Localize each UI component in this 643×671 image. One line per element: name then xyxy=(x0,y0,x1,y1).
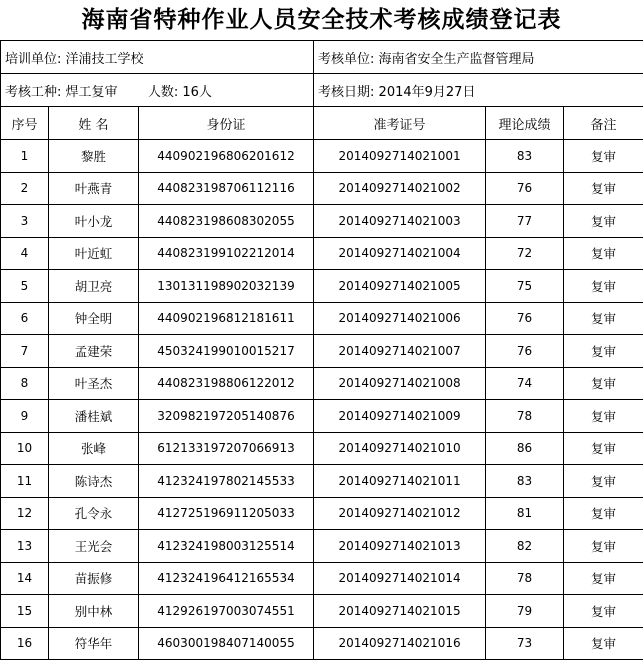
id-number-cell: 440902196812181611 xyxy=(139,302,314,335)
id-number-cell: 412725196911205033 xyxy=(139,497,314,530)
row-number-cell: 9 xyxy=(1,400,49,433)
row-number-cell: 11 xyxy=(1,465,49,498)
row-number-cell: 15 xyxy=(1,595,49,628)
table-row xyxy=(1,562,643,595)
remark-cell: 复审 xyxy=(564,205,643,238)
remark-cell: 复审 xyxy=(564,595,643,628)
remark-cell: 复审 xyxy=(564,367,643,400)
row-number-cell: 4 xyxy=(1,237,49,270)
theory-score-cell: 78 xyxy=(486,562,564,595)
table-row xyxy=(1,530,643,563)
ticket-number-cell: 2014092714021001 xyxy=(314,140,486,173)
person-name-cell: 孟建荣 xyxy=(49,335,139,368)
info-row-type xyxy=(1,74,643,107)
training-unit-value: 洋浦技工学校 xyxy=(65,51,144,67)
ticket-number-cell: 2014092714021008 xyxy=(314,367,486,400)
person-name-cell: 胡卫亮 xyxy=(49,270,139,303)
column-header: 备注 xyxy=(564,107,643,140)
ticket-number-cell: 2014092714021011 xyxy=(314,465,486,498)
id-number-cell: 412324197802145533 xyxy=(139,465,314,498)
row-number-cell: 10 xyxy=(1,432,49,465)
remark-cell: 复审 xyxy=(564,172,643,205)
theory-score-cell: 76 xyxy=(486,172,564,205)
row-number-cell: 1 xyxy=(1,140,49,173)
id-number-cell: 460300198407140055 xyxy=(139,627,314,660)
work-type-cell xyxy=(1,74,314,107)
exam-unit-cell xyxy=(314,41,643,74)
exam-unit-label: 考核单位: xyxy=(318,51,375,67)
count-value: 16人 xyxy=(182,84,212,100)
remark-cell: 复审 xyxy=(564,140,643,173)
person-name-cell: 苗振修 xyxy=(49,562,139,595)
ticket-number-cell: 2014092714021014 xyxy=(314,562,486,595)
theory-score-cell: 82 xyxy=(486,530,564,563)
column-header: 序号 xyxy=(1,107,49,140)
ticket-number-cell: 2014092714021015 xyxy=(314,595,486,628)
remark-cell: 复审 xyxy=(564,270,643,303)
column-header: 理论成绩 xyxy=(486,107,564,140)
ticket-number-cell: 2014092714021003 xyxy=(314,205,486,238)
remark-cell: 复审 xyxy=(564,237,643,270)
person-name-cell: 张峰 xyxy=(49,432,139,465)
table-row xyxy=(1,497,643,530)
remark-cell: 复审 xyxy=(564,335,643,368)
theory-score-cell: 76 xyxy=(486,302,564,335)
ticket-number-cell: 2014092714021013 xyxy=(314,530,486,563)
person-name-cell: 叶近虹 xyxy=(49,237,139,270)
row-number-cell: 7 xyxy=(1,335,49,368)
column-header: 准考证号 xyxy=(314,107,486,140)
ticket-number-cell: 2014092714021012 xyxy=(314,497,486,530)
count-label: 人数: xyxy=(147,84,179,100)
id-number-cell: 612133197207066913 xyxy=(139,432,314,465)
person-name-cell: 别中林 xyxy=(49,595,139,628)
table-row xyxy=(1,172,643,205)
id-number-cell: 440823199102212014 xyxy=(139,237,314,270)
person-name-cell: 叶小龙 xyxy=(49,205,139,238)
ticket-number-cell: 2014092714021009 xyxy=(314,400,486,433)
theory-score-cell: 73 xyxy=(486,627,564,660)
id-number-cell: 412926197003074551 xyxy=(139,595,314,628)
theory-score-cell: 81 xyxy=(486,497,564,530)
remark-cell: 复审 xyxy=(564,465,643,498)
id-number-cell: 320982197205140876 xyxy=(139,400,314,433)
exam-unit-value: 海南省安全生产监督管理局 xyxy=(378,51,535,67)
table-row xyxy=(1,400,643,433)
column-header: 身份证 xyxy=(139,107,314,140)
remark-cell: 复审 xyxy=(564,497,643,530)
row-number-cell: 5 xyxy=(1,270,49,303)
work-type-value: 焊工复审 xyxy=(65,84,118,100)
remark-cell: 复审 xyxy=(564,562,643,595)
ticket-number-cell: 2014092714021007 xyxy=(314,335,486,368)
theory-score-cell: 79 xyxy=(486,595,564,628)
theory-score-cell: 78 xyxy=(486,400,564,433)
training-unit-cell xyxy=(1,41,314,74)
exam-date-cell xyxy=(314,74,643,107)
remark-cell: 复审 xyxy=(564,530,643,563)
id-number-cell: 440823198806122012 xyxy=(139,367,314,400)
exam-date-value: 2014年9月27日 xyxy=(378,84,476,100)
table-row xyxy=(1,432,643,465)
row-number-cell: 14 xyxy=(1,562,49,595)
remark-cell: 复审 xyxy=(564,302,643,335)
id-number-cell: 450324199010015217 xyxy=(139,335,314,368)
column-header: 姓 名 xyxy=(49,107,139,140)
ticket-number-cell: 2014092714021016 xyxy=(314,627,486,660)
table-row xyxy=(1,595,643,628)
id-number-cell: 130131198902032139 xyxy=(139,270,314,303)
person-name-cell: 潘桂斌 xyxy=(49,400,139,433)
ticket-number-cell: 2014092714021004 xyxy=(314,237,486,270)
id-number-cell: 412324196412165534 xyxy=(139,562,314,595)
table-row xyxy=(1,302,643,335)
table-row xyxy=(1,335,643,368)
person-name-cell: 叶圣杰 xyxy=(49,367,139,400)
ticket-number-cell: 2014092714021002 xyxy=(314,172,486,205)
row-number-cell: 2 xyxy=(1,172,49,205)
ticket-number-cell: 2014092714021005 xyxy=(314,270,486,303)
id-number-cell: 440902196806201612 xyxy=(139,140,314,173)
info-row-unit xyxy=(1,41,643,74)
person-name-cell: 黎胜 xyxy=(49,140,139,173)
theory-score-cell: 83 xyxy=(486,465,564,498)
person-name-cell: 陈诗杰 xyxy=(49,465,139,498)
id-number-cell: 440823198706112116 xyxy=(139,172,314,205)
row-number-cell: 12 xyxy=(1,497,49,530)
theory-score-cell: 74 xyxy=(486,367,564,400)
table-row xyxy=(1,205,643,238)
person-name-cell: 王光会 xyxy=(49,530,139,563)
row-number-cell: 13 xyxy=(1,530,49,563)
theory-score-cell: 77 xyxy=(486,205,564,238)
row-number-cell: 8 xyxy=(1,367,49,400)
person-name-cell: 符华年 xyxy=(49,627,139,660)
theory-score-cell: 72 xyxy=(486,237,564,270)
row-number-cell: 6 xyxy=(1,302,49,335)
remark-cell: 复审 xyxy=(564,432,643,465)
training-unit-label: 培训单位: xyxy=(5,51,62,67)
theory-score-cell: 86 xyxy=(486,432,564,465)
theory-score-cell: 76 xyxy=(486,335,564,368)
table-row xyxy=(1,627,643,660)
table-row xyxy=(1,465,643,498)
table-row xyxy=(1,140,643,173)
person-name-cell: 钟全明 xyxy=(49,302,139,335)
theory-score-cell: 75 xyxy=(486,270,564,303)
theory-score-cell: 83 xyxy=(486,140,564,173)
score-table xyxy=(0,40,643,660)
exam-date-label: 考核日期: xyxy=(318,84,375,100)
page-title: 海南省特种作业人员安全技术考核成绩登记表 xyxy=(81,7,562,33)
row-number-cell: 3 xyxy=(1,205,49,238)
table-row xyxy=(1,367,643,400)
id-number-cell: 412324198003125514 xyxy=(139,530,314,563)
remark-cell: 复审 xyxy=(564,627,643,660)
person-name-cell: 孔令永 xyxy=(49,497,139,530)
remark-cell: 复审 xyxy=(564,400,643,433)
ticket-number-cell: 2014092714021006 xyxy=(314,302,486,335)
id-number-cell: 440823198608302055 xyxy=(139,205,314,238)
ticket-number-cell: 2014092714021010 xyxy=(314,432,486,465)
table-row xyxy=(1,237,643,270)
row-number-cell: 16 xyxy=(1,627,49,660)
table-header-row xyxy=(1,107,643,140)
table-row xyxy=(1,270,643,303)
work-type-label: 考核工种: xyxy=(5,84,62,100)
person-name-cell: 叶燕青 xyxy=(49,172,139,205)
